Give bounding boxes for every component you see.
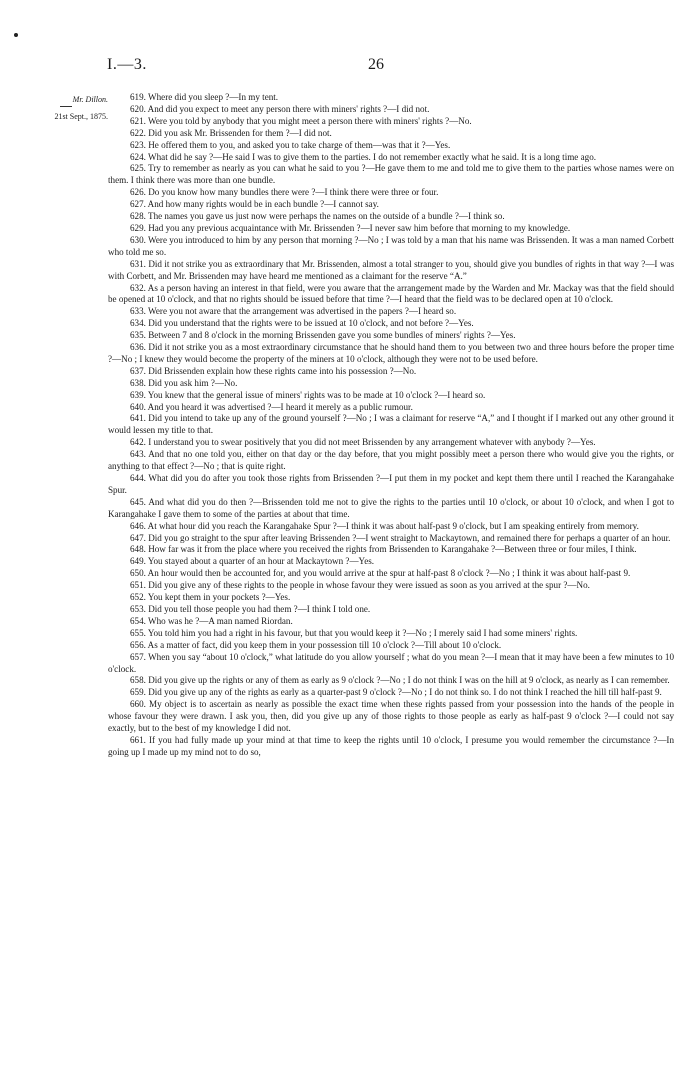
testimony-paragraph: 631. Did it not strike you as extraordinary that Mr. Brissenden, almost a total stranger to you, should give you bundles of rights in that way ?—I was with Corbett, and Mr. Brissenden may have heard me mentioned as a claimant for the reserve “A.” — [108, 258, 674, 281]
testimony-paragraph: 619. Where did you sleep ?—In my tent. — [130, 92, 279, 102]
testimony-paragraph: 626. Do you know how many bundles there were ?—I think there were three or four. — [130, 187, 439, 198]
testimony-paragraph: 653. Did you tell those people you had them ?—I think I told one. — [130, 603, 371, 614]
testimony-paragraph: 648. How far was it from the place where you received the rights from Brissenden to Karangahake ?—Between three or four miles, I think. — [130, 544, 637, 555]
testimony-paragraph: 661. If you had fully made up your mind at that time to keep the rights until 10 o'clock, I presume you would remember the circumstance ?—In going up I made up my mind not to do so, — [108, 734, 674, 757]
testimony-paragraph: 658. Did you give up the rights or any of them as early as 9 o'clock ?—No ; I do not think I was on the hill at 9 o'clock, as nearly as I can remember. — [130, 675, 670, 686]
testimony-paragraph: 628. The names you gave us just now were perhaps the names on the outside of a bundle ?—I think so. — [130, 211, 505, 222]
testimony-paragraph: 629. Had you any previous acquaintance with Mr. Brissenden ?—I never saw him before that morning to my knowledge. — [130, 222, 571, 233]
margin-date: 21st Sept., 1875. — [54, 112, 108, 121]
testimony-paragraph: 637. Did Brissenden explain how these rights came into his possession ?—No. — [130, 365, 417, 376]
testimony-paragraph: 622. Did you ask Mr. Brissenden for them ?—I did not. — [130, 127, 332, 138]
testimony-paragraph: 654. Who was he ?—A man named Riordan. — [130, 615, 293, 626]
testimony-paragraph: 651. Did you give any of these rights to the people in whose favour they were issued as soon as you arrived at the spur ?—No. — [130, 580, 590, 591]
testimony-paragraph: 638. Did you ask him ?—No. — [130, 377, 238, 388]
testimony-paragraph: 643. And that no one told you, either on that day or the day before, that you might possibly meet a person there who would give you the rights, or anything to that effect ?—No ; that is quite right. — [108, 449, 674, 472]
testimony-paragraph: 644. What did you do after you took those rights from Brissenden ?—I put them in my pocket and kept them there until I reached the Karangahake Spur. — [108, 473, 674, 495]
document-reference: I.—3. — [107, 56, 147, 73]
testimony-paragraph: 623. He offered them to you, and asked you to take charge of them—was that it ?—Yes. — [130, 139, 451, 150]
testimony-paragraph: 646. At what hour did you reach the Karangahake Spur ?—I think it was about half-past 9 o'clock, but I am speaking entirely from memory. — [130, 520, 639, 531]
testimony-paragraph: 634. Did you understand that the rights were to be issued at 10 o'clock, and not before ?—Yes. — [130, 318, 474, 329]
testimony-paragraph: 652. You kept them in your pockets ?—Yes. — [130, 592, 291, 603]
testimony-paragraph: 650. An hour would then be accounted for, and you would arrive at the spur at half-past 8 o'clock ?—No ; I think it was about half-past 9. — [130, 568, 631, 579]
testimony-paragraph: 647. Did you go straight to the spur after leaving Brissenden ?—I went straight to Mackaytown, and remained there for perhaps a quarter of an hour. — [130, 532, 671, 543]
margin-note — [22, 94, 108, 122]
testimony-paragraph: 630. Were you introduced to him by any person that morning ?—No ; I was told by a man that his name was Brissenden. It was a man named Corbett who told me so. — [108, 234, 674, 257]
margin-speaker: Mr. Dillon. — [72, 95, 108, 104]
testimony-paragraph: 640. And you heard it was advertised ?—I heard it merely as a public rumour. — [130, 401, 413, 412]
testimony-paragraph: 649. You stayed about a quarter of an hour at Mackaytown ?—Yes. — [130, 556, 375, 567]
testimony-paragraph: 657. When you say “about 10 o'clock,” what latitude do you allow yourself ; what do you mean ?—I mean that it may have been a few minutes to 10 o'clock. — [108, 651, 674, 674]
testimony-paragraph: 639. You knew that the general issue of miners' rights was to be made at 10 o'clock ?—I heard so. — [130, 389, 486, 400]
testimony-paragraph: 633. Were you not aware that the arrangement was advertised in the papers ?—I heard so. — [130, 306, 457, 317]
margin-dot — [14, 33, 18, 37]
testimony-paragraph: 636. Did it not strike you as a most extraordinary circumstance that he should hand them to you between two and three hours before the proper time ?—No ; I knew they would become the property of the miners at 10 o'clock, although they were not to be used before. — [108, 342, 674, 364]
testimony-paragraph: 632. As a person having an interest in that field, were you aware that the arrangement made by the Warden and Mr. Mackay was that the field should be opened at 10 o'clock, and that no rights should be issued before that time ?—I heard that the field was to be declared open at 10 o'clock. — [108, 282, 674, 305]
testimony-paragraph: 620. And did you expect to meet any person there with miners' rights ?—I did not. — [130, 103, 430, 114]
testimony-paragraph: 660. My object is to ascertain as nearly as possible the exact time when these rights passed from your possession into the hands of the people in whose favour they were drawn. I ask you, then, did you give up any of those rights to those people as early as half-past 9 o'clock ?—I could not say exactly, but to the best of my knowledge I did not. — [108, 699, 674, 734]
testimony-paragraph: 645. And what did you do then ?—Brissenden told me not to give the rights to the parties until 10 o'clock, or about 10 o'clock, and when I got to Karangahake I gave them to some of the parties at about that time. — [108, 496, 674, 519]
margin-rule — [60, 106, 72, 107]
testimony-paragraph: 625. Try to remember as nearly as you can what he said to you ?—He gave them to me and told me to give them to the parties whose names were on them. I think there was more than one bundle. — [108, 163, 674, 186]
testimony-paragraph: 635. Between 7 and 8 o'clock in the morning Brissenden gave you some bundles of miners' rights ?—Yes. — [130, 330, 516, 341]
testimony-paragraph: 641. Did you intend to take up any of the ground yourself ?—No ; I was a claimant for reserve “A,” and I thought if I marked out any other ground it would lessen my title to that. — [108, 413, 674, 436]
testimony-paragraph: 621. Were you told by anybody that you might meet a person there with miners' rights ?—No. — [130, 115, 472, 126]
page-number: 26 — [368, 56, 384, 73]
testimony-paragraph: 659. Did you give up any of the rights as early as a quarter-past 9 o'clock ?—No ; I do not think so. I do not think I reached the hill till half-past 9. — [130, 687, 662, 698]
testimony-paragraph: 656. As a matter of fact, did you keep them in your possession till 10 o'clock ?—Till about 10 o'clock. — [130, 639, 502, 650]
testimony-paragraph: 627. And how many rights would be in each bundle ?—I cannot say. — [130, 199, 379, 210]
testimony-paragraph: 624. What did he say ?—He said I was to give them to the parties. I do not remember exactly what he said. It is a long time ago. — [130, 151, 597, 162]
testimony-paragraph: 642. I understand you to swear positively that you did not meet Brissenden by any arrangement whatever with anybody ?—Yes. — [130, 437, 596, 448]
testimony-paragraph: 655. You told him you had a right in his favour, but that you would keep it ?—No ; I merely said I had some miners' rights. — [130, 627, 578, 638]
testimony-body — [108, 92, 674, 759]
